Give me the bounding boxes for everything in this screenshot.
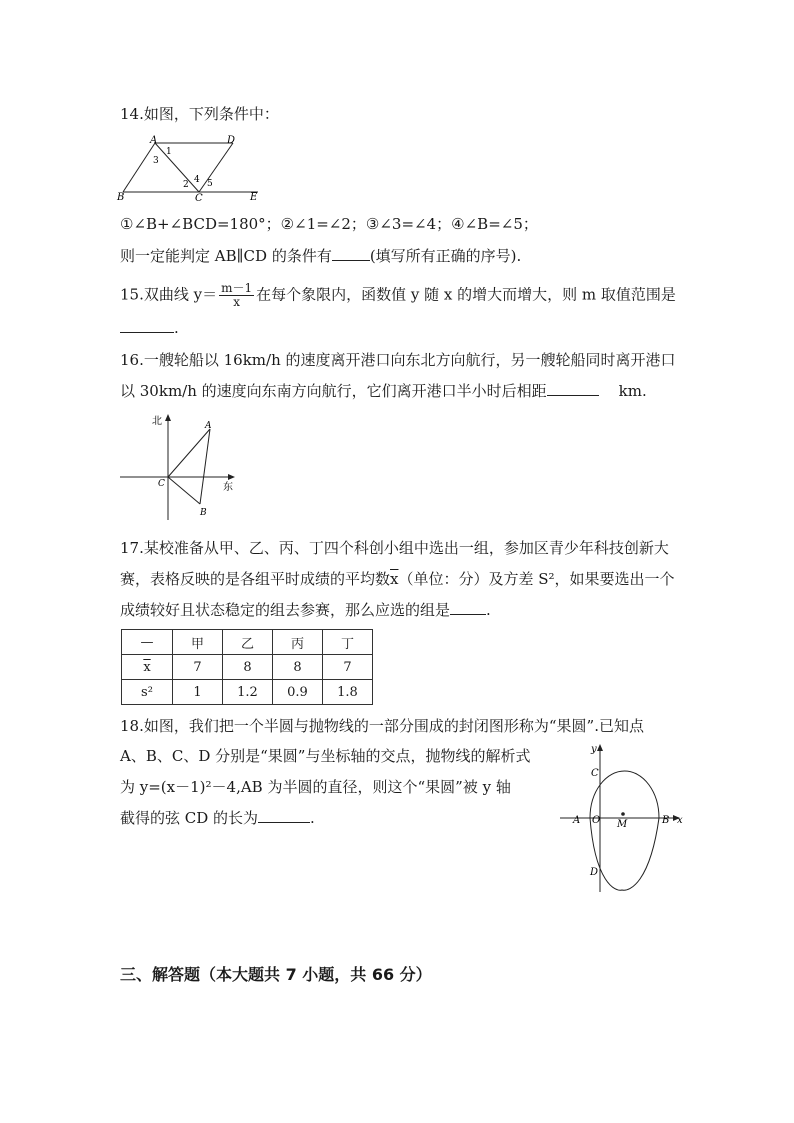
x-axis-label: x bbox=[677, 815, 683, 826]
east-label: 东 bbox=[223, 482, 233, 493]
angle-2: 2 bbox=[183, 180, 189, 190]
table-header-cell: 乙 bbox=[223, 630, 273, 655]
q18-figure bbox=[560, 742, 690, 894]
q16-line2-pre: 以 30km/h 的速度向东南方向航行，它们离开港口半小时后相距 bbox=[120, 382, 547, 400]
label-c: C bbox=[195, 193, 203, 202]
q17-answer-blank[interactable] bbox=[450, 600, 486, 615]
table-cell: 1 bbox=[173, 680, 223, 705]
q16-line2 bbox=[120, 381, 647, 401]
q15-answer-blank[interactable] bbox=[120, 318, 174, 333]
origin-label: O bbox=[592, 815, 601, 826]
q17-line3 bbox=[120, 600, 491, 620]
q17-mean-symbol: $\overline{x}$ bbox=[390, 570, 399, 588]
q17-score-table bbox=[121, 629, 373, 705]
table-cell: 1.2 bbox=[223, 680, 273, 705]
q16-answer-blank[interactable] bbox=[547, 381, 599, 396]
point-a-label: A bbox=[573, 815, 581, 826]
table-row bbox=[122, 655, 373, 680]
q14-figure bbox=[115, 134, 265, 202]
q14-answer-blank[interactable] bbox=[332, 246, 370, 261]
label-a: A bbox=[150, 135, 158, 146]
point-b-label: B bbox=[662, 815, 670, 826]
q16-line1: 16.一艘轮船以 16km/h 的速度离开港口向东北方向航行，另一艘轮船同时离开港口 bbox=[120, 351, 676, 369]
q17-line2-post: （单位：分）及方差 S²，如果要选出一个 bbox=[398, 570, 675, 588]
q17-line1: 17.某校准备从甲、乙、丙、丁四个科创小组中选出一组，参加区青少年科技创新大 bbox=[120, 539, 669, 557]
angle-4: 4 bbox=[194, 175, 200, 185]
point-b-label: B bbox=[200, 508, 207, 518]
table-cell: 0.9 bbox=[273, 680, 323, 705]
table-header-corner: — bbox=[122, 630, 173, 655]
q15-pre: 15.双曲线 y＝ bbox=[120, 285, 218, 304]
table-row-label: $\overline{x}$ bbox=[122, 655, 173, 680]
q14-question-pre: 则一定能判定 AB∥CD 的条件有 bbox=[120, 247, 332, 265]
table-header-cell: 甲 bbox=[173, 630, 223, 655]
q17-line3-pre: 成绩较好且状态稳定的组去参赛，那么应选的组是 bbox=[120, 601, 451, 619]
label-d: D bbox=[227, 135, 236, 146]
table-row-label: s² bbox=[122, 680, 173, 705]
point-c-label: C bbox=[158, 479, 165, 489]
table-row bbox=[122, 680, 373, 705]
table-header-cell: 丁 bbox=[323, 630, 373, 655]
q15-frac-num: m－1 bbox=[221, 281, 253, 295]
angle-1: 1 bbox=[166, 147, 172, 157]
q15-frac-den: x bbox=[233, 295, 240, 309]
q14-conditions: ①∠B+∠BCD=180°；②∠1=∠2；③∠3=∠4；④∠B=∠5； bbox=[120, 215, 538, 233]
q15-fraction bbox=[219, 282, 254, 309]
q14-question bbox=[120, 246, 521, 266]
q16-unit: km. bbox=[618, 382, 647, 400]
table-header-cell: 丙 bbox=[273, 630, 323, 655]
q14-stem: 14.如图，下列条件中： bbox=[120, 105, 279, 123]
label-e: E bbox=[250, 192, 258, 202]
q18-line4-post: . bbox=[310, 809, 315, 827]
q17-line3-post: . bbox=[486, 601, 491, 619]
label-b: B bbox=[117, 192, 125, 202]
q18-line4-pre: 截得的弦 CD 的长为 bbox=[120, 809, 259, 827]
y-axis-label: y bbox=[591, 744, 597, 755]
q18-line2: A、B、C、D 分别是“果圆”与坐标轴的交点，抛物线的解析式 bbox=[120, 747, 531, 765]
table-cell: 7 bbox=[173, 655, 223, 680]
table-cell: 1.8 bbox=[323, 680, 373, 705]
point-a-label: A bbox=[205, 421, 212, 431]
q14-question-post: (填写所有正确的序号). bbox=[369, 247, 522, 265]
point-c-label: C bbox=[591, 768, 599, 779]
north-label: 北 bbox=[152, 416, 162, 427]
angle-3: 3 bbox=[153, 156, 159, 166]
q18-line3: 为 y=(x－1)²－4,AB 为半圆的直径，则这个“果圆”被 y 轴 bbox=[120, 778, 511, 796]
q18-answer-blank[interactable] bbox=[258, 808, 310, 823]
table-cell: 8 bbox=[273, 655, 323, 680]
q16-figure bbox=[118, 410, 243, 524]
q18-line1: 18.如图，我们把一个半圆与抛物线的一部分围成的封闭图形称为“果圆”.已知点 bbox=[120, 717, 644, 735]
q18-line4 bbox=[120, 808, 315, 828]
q15-end: . bbox=[174, 319, 179, 337]
q17-line2 bbox=[120, 569, 675, 589]
table-header-row bbox=[122, 630, 373, 655]
q17-line2-pre: 赛，表格反映的是各组平时成绩的平均数 bbox=[120, 570, 391, 588]
angle-5: 5 bbox=[207, 179, 213, 189]
point-m-label: M bbox=[617, 819, 628, 830]
point-d-label: D bbox=[590, 867, 599, 878]
q15-line bbox=[120, 282, 676, 309]
section-3-title: 三、解答题（本大题共 7 小题，共 66 分） bbox=[120, 965, 432, 984]
q15-post: 在每个象限内，函数值 y 随 x 的增大而增大，则 m 取值范围是 bbox=[256, 285, 676, 304]
table-cell: 7 bbox=[323, 655, 373, 680]
q15-answer-line bbox=[120, 318, 179, 338]
table-cell: 8 bbox=[223, 655, 273, 680]
